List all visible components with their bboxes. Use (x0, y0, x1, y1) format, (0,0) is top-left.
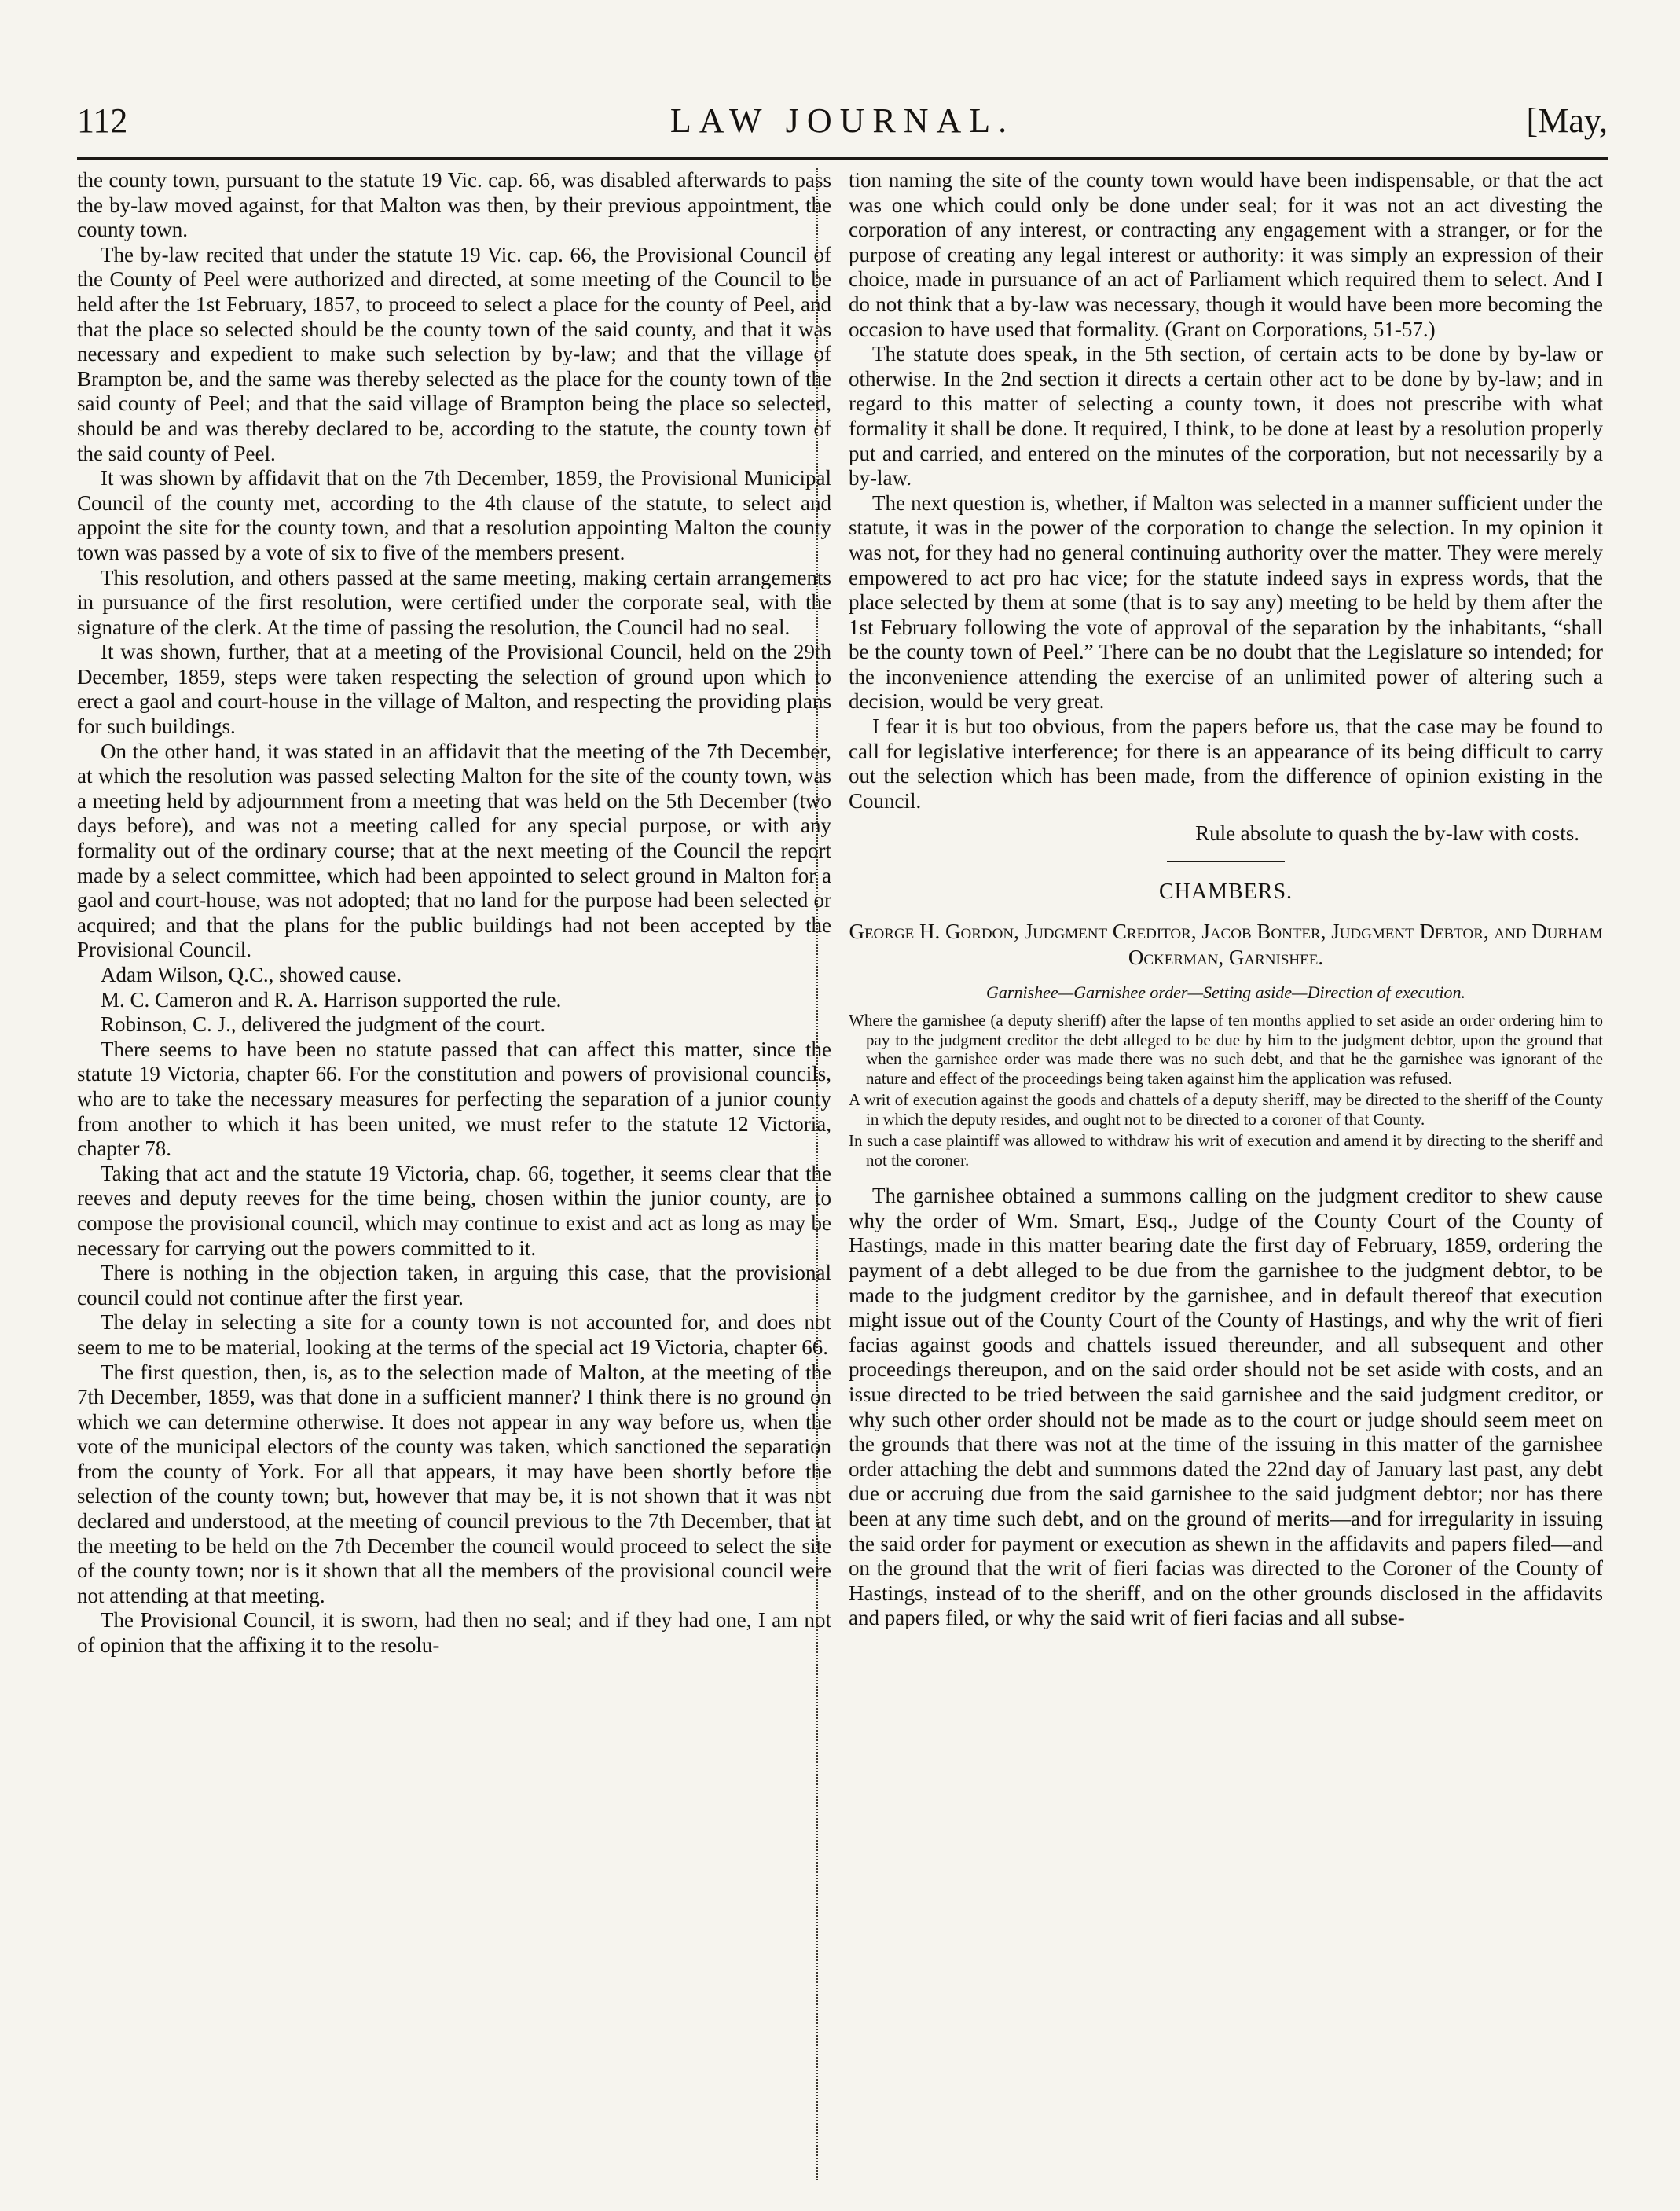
paragraph: The next question is, whether, if Malton was selected in a manner sufficient under the statute, it was in the power of the corporation to change the selection. In my opinion it was not, for they had no general continuing authority over the matter. They were merely empowered to act pro hac vice; for the statute indeed says in express words, that the place selected by them at some (that is to say any) meeting to be held by them after the 1st February following the vote of approval of the separation by the inhabitants, “shall be the county town of Peel.” There can be no doubt that the Legislature so intended; for the inconvenience attending the exercise of an unlimited power of altering such a decision, would be very great. (849, 490, 1603, 714)
paragraph: On the other hand, it was stated in an affidavit that the meeting of the 7th December, at which the resolution was passed selecting Malton for the site of the county town, was a meeting held by adjournment from a meeting that was held on the 5th December (two days before), and was not a meeting called for any special purpose, or with any formality out of the ordinary course; that at the next meeting of the Council the report made by a select committee, which had been appointed to select ground in Malton for a gaol and court-house, was not adopted; that no land for the purpose had been selected or acquired; and that the plans for the public buildings had not been accepted by the Provisional Council. (77, 739, 831, 962)
rule-disposition: Rule absolute to quash the by-law with costs. (1195, 821, 1579, 846)
judge-line: Robinson, C. J., delivered the judgment of the court. (101, 1012, 546, 1037)
paragraph: This resolution, and others passed at the same meeting, making certain arrangements in pursuance of the first resolution, were certified under the corporate seal, with the signature of the clerk. At the time of passing the resolution, the Council had no seal. (77, 565, 831, 639)
left-column (77, 168, 831, 1658)
issue-month: [May, (1526, 101, 1608, 140)
header-rule (77, 157, 1608, 160)
paragraph: It was shown, further, that at a meeting of the Provisional Council, held on the 29th December, 1859, steps were taken respecting the selection of ground upon which to erect a gaol and court-house in the village of Malton, and respecting the providing plans for such buildings. (77, 640, 831, 739)
paragraph: I fear it is but too obvious, from the papers before us, that the case may be found to call for legislative interference; for there is an appearance of its being difficult to carry out the selection which has been made, from the difference of opinion existing in the Council. (849, 714, 1603, 813)
headnote-item: In such a case plaintiff was allowed to withdraw his writ of execution and amend it by directing to the sheriff and not the coroner. (849, 1131, 1603, 1170)
column-divider (816, 168, 818, 2180)
counsel-line: M. C. Cameron and R. A. Harrison supported the rule. (101, 987, 562, 1012)
running-header (77, 101, 1608, 148)
headnote-item: A writ of execution against the goods and chattels of a deputy sheriff, may be directed to the sheriff of the County in which the deputy resides, and ought not to be directed to a coroner of that County. (849, 1090, 1603, 1129)
section-separator (1167, 861, 1285, 862)
headnotes (849, 1011, 1603, 1170)
paragraph: The first question, then, is, as to the selection made of Malton, at the meeting of the 7th December, 1859, was that done in a sufficient manner? I think there is no ground on which we can determine otherwise. It does not appear in any way before us, when the vote of the municipal electors of the county was taken, which sanctioned the separation from the county of York. For all that appears, it may have been shortly before the selection of the county town; but, however that may be, it is not shown that it was not declared and understood, at the meeting of council previous to the 7th December, that at the meeting to be held on the 7th December the council would proceed to select the site of the county town; nor is it shown that all the members of the provisional council were not attending at that meeting. (77, 1360, 831, 1607)
paragraph: The delay in selecting a site for a county town is not accounted for, and does not seem to me to be material, looking at the terms of the special act 19 Victoria, chapter 66. (77, 1310, 831, 1359)
paragraph: There seems to have been no statute passed that can affect this matter, since the statute 19 Victoria, chapter 66. For the constitution and powers of provisional councils, who are to take the necessary measures for perfecting the separation of a junior county from another to which it has been united, we must refer to the statute 12 Victoria, chapter 78. (77, 1037, 831, 1161)
journal-title: LAW JOURNAL. (669, 101, 1015, 140)
paragraph: The by-law recited that under the statute 19 Vic. cap. 66, the Provisional Council of the County of Peel were authorized and directed, at some meeting of the Council to be held after the 1st February, 1857, to proceed to select a place for the county of Peel, and that the place so selected should be the county town of the said county, and that it was necessary and expedient to make such selection by by-law; and that the village of Brampton be, and the same was thereby selected as the place for the county town of the said county of Peel; and that the said village of Brampton being the place so selected, should be and was thereby declared to be, according to the statute, the county town of the said county of Peel. (77, 242, 831, 465)
section-title: CHAMBERS. (1158, 880, 1293, 905)
paragraph: The Provisional Council, it is sworn, had then no seal; and if they had one, I am not of opinion that the affixing it to the resolu- (77, 1608, 831, 1658)
paragraph: There is nothing in the objection taken, in arguing this case, that the provisional council could not continue after the first year. (77, 1261, 831, 1309)
paragraph: Taking that act and the statute 19 Victoria, chap. 66, together, it seems clear that the reeves and deputy reeves for the time being, chosen within the junior county, are to compose the provisional council, which may continue to exist and act as long as may be necessary for carrying out the powers committed to it. (77, 1161, 831, 1260)
paragraph: The statute does speak, in the 5th section, of certain acts to be done by by-law or otherwise. In the 2nd section it directs a certain other act to be done by by-law; and in regard to this matter of selecting a county town, it does not prescribe with what formality it shall be done. It required, I think, to be done at least by a resolution properly put and carried, and entered on the minutes of the corporation, but not necessarily by a by-law. (849, 342, 1603, 490)
paragraph: the county town, pursuant to the statute 19 Vic. cap. 66, was disabled afterwards to pass the by-law moved against, for that Malton was then, by their previous appointment, the county town. (77, 168, 831, 242)
case-title: George H. Gordon, Judgment Creditor, Jacob Bonter, Judgment Debtor, and Durham Ockerman, Garnishee. (849, 919, 1603, 969)
right-column (849, 168, 1603, 1631)
paragraph: The garnishee obtained a summons calling on the judgment creditor to shew cause why the order of Wm. Smart, Esq., Judge of the County Court of the County of Hastings, made in this matter bearing date the first day of February, 1859, ordering the payment of a debt alleged to be due from the garnishee to the judgment debtor, to be made to the judgment creditor by the garnishee, and in default thereof that execution might issue out of the County Court of the County of Hastings, and why the writ of fieri facias against goods and chattels issued thereunder, and all subsequent and other proceedings thereupon, and on the said order should not be set aside with costs, and an issue directed to be tried between the said garnishee and the said judgment creditor, or why such other order should not be made as to the court or judge should seem meet on the grounds that there was not at the time of the issuing in this matter of the garnishee order attaching the debt and summons dated the 22nd day of January last past, any debt due or accruing due from the said garnishee to the said judgment debtor; nor has there been at any time such debt, and on the ground of merits—and for irregularity in issuing the said order for payment or execution as shewn in the affidavits and papers filed—and on the ground that the writ of fieri facias was directed to the Coroner of the County of Hastings, instead of to the sheriff, and on the other grounds disclosed in the affidavits and papers filed, or why the said writ of fieri facias and all subse- (849, 1184, 1603, 1630)
page-number: 112 (77, 101, 128, 140)
paragraph: tion naming the site of the county town would have been indispensable, or that the act was one which could only be done under seal; for it was not an act divesting the corporation of any interest, or contracting any engagement with a stranger, or for the purpose of creating any legal interest or authority: it was simply an expression of their choice, made in pursuance of an act of Parliament which required them to select. And I do not think that a by-law was necessary, though it would have been more becoming the occasion to have used that formality. (Grant on Corporations, 51-57.) (849, 168, 1603, 341)
headnote-item: Where the garnishee (a deputy sheriff) after the lapse of ten months applied to set aside an order ordering him to pay to the judgment creditor the debt alleged to be due by him to the judgment debtor, upon the ground that when the garnishee order was made there was no such debt, and that he the garnishee was ignorant of the nature and effect of the proceedings being taken against him the application was refused. (849, 1011, 1603, 1088)
paragraph: It was shown by affidavit that on the 7th December, 1859, the Provisional Municipal Council of the county met, according to the 4th clause of the statute, to select and appoint the site for the county town, and that a resolution appointing Malton the county town was passed by a vote of six to five of the members present. (77, 466, 831, 564)
counsel-line: Adam Wilson, Q.C., showed cause. (101, 963, 402, 986)
headnote-caption: Garnishee—Garnishee order—Setting aside—Direction of execution. (986, 982, 1465, 1002)
